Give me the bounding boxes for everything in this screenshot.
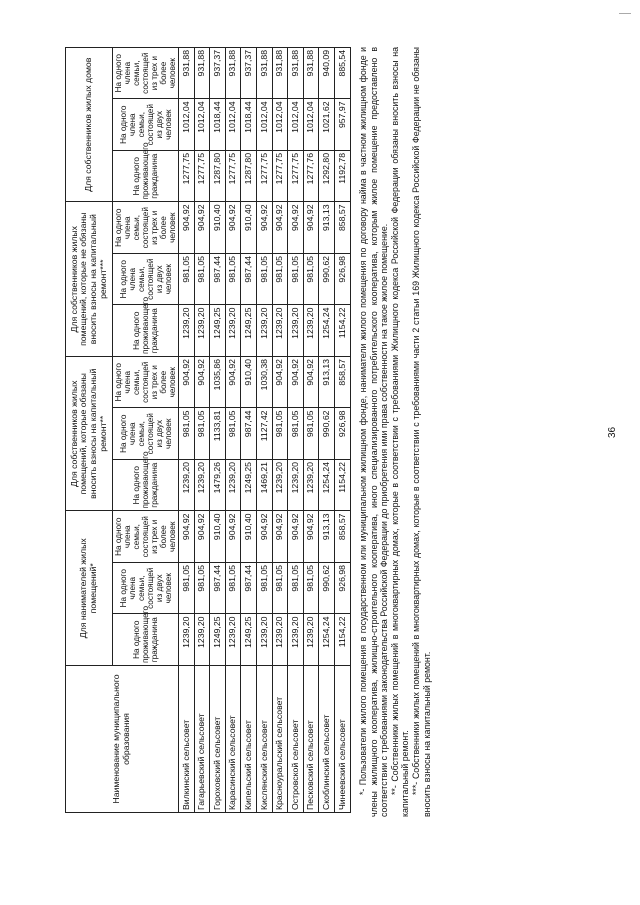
municipality-name: Кислянский сельсовет — [257, 666, 273, 813]
value-cell: 1239,20 — [288, 460, 304, 512]
value-cell: 981,05 — [272, 408, 288, 460]
value-cell: 1239,20 — [272, 460, 288, 512]
value-cell: 913,13 — [319, 202, 335, 254]
value-cell: 1239,20 — [303, 460, 319, 512]
value-cell: 1277,75 — [288, 150, 304, 202]
value-cell: 1292,80 — [319, 150, 335, 202]
subheader-cell: На одного члена семьи, состоящей из двух человек — [113, 408, 179, 460]
value-cell: 858,57 — [335, 202, 351, 254]
value-cell: 937,37 — [210, 47, 226, 99]
subheader-cell: На одного члена семьи, состоящей из трех и более человек — [113, 356, 179, 408]
value-cell: 910,40 — [210, 202, 226, 254]
value-cell: 904,92 — [257, 511, 273, 563]
value-cell: 904,92 — [225, 511, 241, 563]
municipality-name: Красноуральский сельсовет — [272, 666, 288, 813]
value-cell: 910,40 — [241, 511, 257, 563]
value-cell: 1154,22 — [335, 305, 351, 357]
subheader-cell: На одного члена семьи, состоящей из двух человек — [113, 563, 179, 615]
header-group-owners-not-obliged: Для собственников жилых помещений, которые не обязаны вносить взносы на капитальный ремонт*** — [66, 202, 113, 357]
value-cell: 1192,78 — [335, 150, 351, 202]
value-cell: 981,05 — [288, 408, 304, 460]
value-cell: 1018,44 — [241, 99, 257, 151]
municipality-name: Кипельский сельсовет — [241, 666, 257, 813]
value-cell: 981,05 — [194, 563, 210, 615]
value-cell: 981,05 — [288, 563, 304, 615]
value-cell: 1254,24 — [319, 614, 335, 666]
value-cell: 957,97 — [335, 99, 351, 151]
value-cell: 904,92 — [194, 202, 210, 254]
value-cell: 981,05 — [225, 408, 241, 460]
value-cell: 990,62 — [319, 563, 335, 615]
value-cell: 1254,24 — [319, 460, 335, 512]
value-cell: 990,62 — [319, 253, 335, 305]
value-cell: 885,54 — [335, 47, 351, 99]
value-cell: 987,44 — [241, 563, 257, 615]
subheader-cell: На одного члена семьи, состоящей из двух человек — [113, 99, 179, 151]
value-cell: 858,57 — [335, 356, 351, 408]
value-cell: 931,88 — [303, 47, 319, 99]
value-cell: 931,88 — [179, 47, 195, 99]
value-cell: 1239,20 — [179, 305, 195, 357]
value-cell: 1249,25 — [241, 614, 257, 666]
margin-mark — [619, 13, 631, 14]
subheader-cell: На одного проживающего гражданина — [113, 614, 179, 666]
value-cell: 1239,20 — [225, 305, 241, 357]
value-cell: 940,09 — [319, 47, 335, 99]
value-cell: 926,98 — [335, 563, 351, 615]
value-cell: 981,05 — [257, 253, 273, 305]
value-cell: 1249,25 — [241, 460, 257, 512]
value-cell: 1277,75 — [179, 150, 195, 202]
municipality-name: Гагарьевский сельсовет — [194, 666, 210, 813]
value-cell: 904,92 — [288, 511, 304, 563]
header-group-house-owners: Для собственников жилых домов — [66, 47, 113, 202]
subheader-cell: На одного проживающего гражданина — [113, 460, 179, 512]
value-cell: 1277,75 — [225, 150, 241, 202]
page-number: 36 — [607, 426, 618, 438]
value-cell: 1239,20 — [225, 614, 241, 666]
municipality-name: Островской сельсовет — [288, 666, 304, 813]
table-row — [288, 47, 304, 812]
value-cell: 910,40 — [210, 511, 226, 563]
value-cell: 1030,38 — [257, 356, 273, 408]
table-row — [335, 47, 351, 812]
value-cell: 1249,25 — [241, 305, 257, 357]
value-cell: 1012,04 — [257, 99, 273, 151]
value-cell: 981,05 — [257, 563, 273, 615]
value-cell: 1287,80 — [210, 150, 226, 202]
value-cell: 1254,24 — [319, 305, 335, 357]
table-row — [257, 47, 273, 812]
value-cell: 1035,86 — [210, 356, 226, 408]
municipality-name: Песковский сельсовет — [303, 666, 319, 813]
value-cell: 981,05 — [225, 253, 241, 305]
value-cell: 1012,04 — [272, 99, 288, 151]
value-cell: 981,05 — [303, 563, 319, 615]
value-cell: 1239,20 — [179, 614, 195, 666]
value-cell: 1249,25 — [210, 305, 226, 357]
value-cell: 981,05 — [272, 563, 288, 615]
value-cell: 1239,20 — [288, 614, 304, 666]
value-cell: 931,88 — [288, 47, 304, 99]
value-cell: 981,05 — [288, 253, 304, 305]
value-cell: 904,92 — [303, 202, 319, 254]
value-cell: 926,98 — [335, 253, 351, 305]
subheader-cell: На одного члена семьи, состоящей из трех и более человек — [113, 511, 179, 563]
value-cell: 904,92 — [194, 356, 210, 408]
value-cell: 1239,20 — [194, 614, 210, 666]
value-cell: 1469,21 — [257, 460, 273, 512]
value-cell: 1239,20 — [288, 305, 304, 357]
value-cell: 904,92 — [288, 202, 304, 254]
value-cell: 1239,20 — [194, 305, 210, 357]
value-cell: 1277,76 — [303, 150, 319, 202]
subheader-cell: На одного члена семьи, состоящей из трех и более человек — [113, 47, 179, 99]
value-cell: 937,37 — [241, 47, 257, 99]
table-row — [194, 47, 210, 812]
value-cell: 1277,75 — [194, 150, 210, 202]
value-cell: 931,88 — [194, 47, 210, 99]
table-row — [210, 47, 226, 812]
footnote-tenants: *- Пользователи жилого помещения в государственном или муниципальном жилищном фонде, наниматели жилого помещения по договору найма в частном жилищном фонде и члены жилищного кооператива, жилищно-строительного кооператива, иного специализированного потребительского кооператива, которым жилое помещение предоставлено в соответствии с требованиями законодательства Российской Федерации до приобретения ими права собственности на такое жилое помещение. — [358, 47, 390, 817]
value-cell: 1012,04 — [194, 99, 210, 151]
value-cell: 1239,20 — [225, 460, 241, 512]
footnotes — [358, 47, 432, 817]
value-cell: 981,05 — [194, 408, 210, 460]
municipality-name: Вилкинский сельсовет — [179, 666, 195, 813]
value-cell: 981,05 — [225, 563, 241, 615]
value-cell: 990,62 — [319, 408, 335, 460]
value-cell: 931,88 — [257, 47, 273, 99]
value-cell: 1012,04 — [303, 99, 319, 151]
value-cell: 1239,20 — [194, 460, 210, 512]
table-row — [241, 47, 257, 812]
value-cell: 1012,04 — [225, 99, 241, 151]
table-row — [319, 47, 335, 812]
table-row — [303, 47, 319, 812]
value-cell: 1239,20 — [272, 305, 288, 357]
value-cell: 981,05 — [194, 253, 210, 305]
value-cell: 981,05 — [179, 253, 195, 305]
value-cell: 904,92 — [303, 511, 319, 563]
subheader-cell: На одного члена семьи, состоящей из трех и более человек — [113, 202, 179, 254]
value-cell: 904,92 — [179, 202, 195, 254]
value-cell: 1277,75 — [257, 150, 273, 202]
value-cell: 987,44 — [210, 253, 226, 305]
value-cell: 987,44 — [241, 253, 257, 305]
value-cell: 904,92 — [179, 511, 195, 563]
value-cell: 858,57 — [335, 511, 351, 563]
header-municipality: Наименование муниципального образования — [66, 666, 179, 813]
value-cell: 910,40 — [241, 202, 257, 254]
value-cell: 904,92 — [225, 356, 241, 408]
value-cell: 1239,20 — [272, 614, 288, 666]
value-cell: 1133,81 — [210, 408, 226, 460]
value-cell: 1277,75 — [272, 150, 288, 202]
value-cell: 981,05 — [272, 253, 288, 305]
value-cell: 987,44 — [241, 408, 257, 460]
footnote-owners-not-obliged: ***- Собственники жилых помещений в многоквартирных домах, которые в соответствии с требованиями части 2 статьи 169 Жилищного кодекса Российской Федерации не обязаны вносить взносы на капитальный ремонт. — [410, 47, 432, 817]
value-cell: 981,05 — [179, 563, 195, 615]
municipality-name: Гороховский сельсовет — [210, 666, 226, 813]
header-group-tenants: Для нанимателей жилых помещений* — [66, 511, 113, 666]
value-cell: 1012,04 — [179, 99, 195, 151]
value-cell: 904,92 — [257, 202, 273, 254]
value-cell: 1239,20 — [303, 614, 319, 666]
value-cell: 1239,20 — [257, 305, 273, 357]
table-row — [225, 47, 241, 812]
value-cell: 904,92 — [179, 356, 195, 408]
value-cell: 1154,22 — [335, 460, 351, 512]
value-cell: 1239,20 — [179, 460, 195, 512]
table-row — [179, 47, 195, 812]
value-cell: 904,92 — [272, 511, 288, 563]
subheader-cell: На одного проживающего гражданина — [113, 150, 179, 202]
value-cell: 904,92 — [194, 511, 210, 563]
value-cell: 904,92 — [272, 202, 288, 254]
subheader-cell: На одного члена семьи, состоящей из двух человек — [113, 253, 179, 305]
value-cell: 926,98 — [335, 408, 351, 460]
value-cell: 931,88 — [225, 47, 241, 99]
value-cell: 1479,26 — [210, 460, 226, 512]
municipality-name: Скоблинский сельсовет — [319, 666, 335, 813]
footnote-owners-obliged: **- Собственники жилых помещений в многоквартирных домах, которые в соответствии с требованиями Жилищного кодекса Российской Федерации обязаны вносить взносы на капитальный ремонт. — [389, 47, 411, 817]
value-cell: 981,05 — [303, 253, 319, 305]
value-cell: 1154,22 — [335, 614, 351, 666]
value-cell: 913,13 — [319, 356, 335, 408]
value-cell: 904,92 — [225, 202, 241, 254]
header-group-owners-obliged: Для собственников жилых помещений, которые обязаны вносить взносы на капитальный ремонт** — [66, 356, 113, 511]
value-cell: 1018,44 — [210, 99, 226, 151]
value-cell: 981,05 — [303, 408, 319, 460]
tariff-table — [65, 47, 351, 813]
municipality-name: Карасинский сельсовет — [225, 666, 241, 813]
value-cell: 981,05 — [179, 408, 195, 460]
value-cell: 1239,20 — [257, 614, 273, 666]
value-cell: 1127,42 — [257, 408, 273, 460]
value-cell: 1021,62 — [319, 99, 335, 151]
table-row — [272, 47, 288, 812]
subheader-cell: На одного проживающего гражданина — [113, 305, 179, 357]
value-cell: 913,13 — [319, 511, 335, 563]
municipality-name: Чинеевский сельсовет — [335, 666, 351, 813]
value-cell: 1287,80 — [241, 150, 257, 202]
value-cell: 987,44 — [210, 563, 226, 615]
value-cell: 904,92 — [288, 356, 304, 408]
value-cell: 904,92 — [272, 356, 288, 408]
value-cell: 1012,04 — [288, 99, 304, 151]
value-cell: 910,40 — [241, 356, 257, 408]
value-cell: 1249,25 — [210, 614, 226, 666]
value-cell: 1239,20 — [303, 305, 319, 357]
value-cell: 904,92 — [303, 356, 319, 408]
value-cell: 931,88 — [272, 47, 288, 99]
